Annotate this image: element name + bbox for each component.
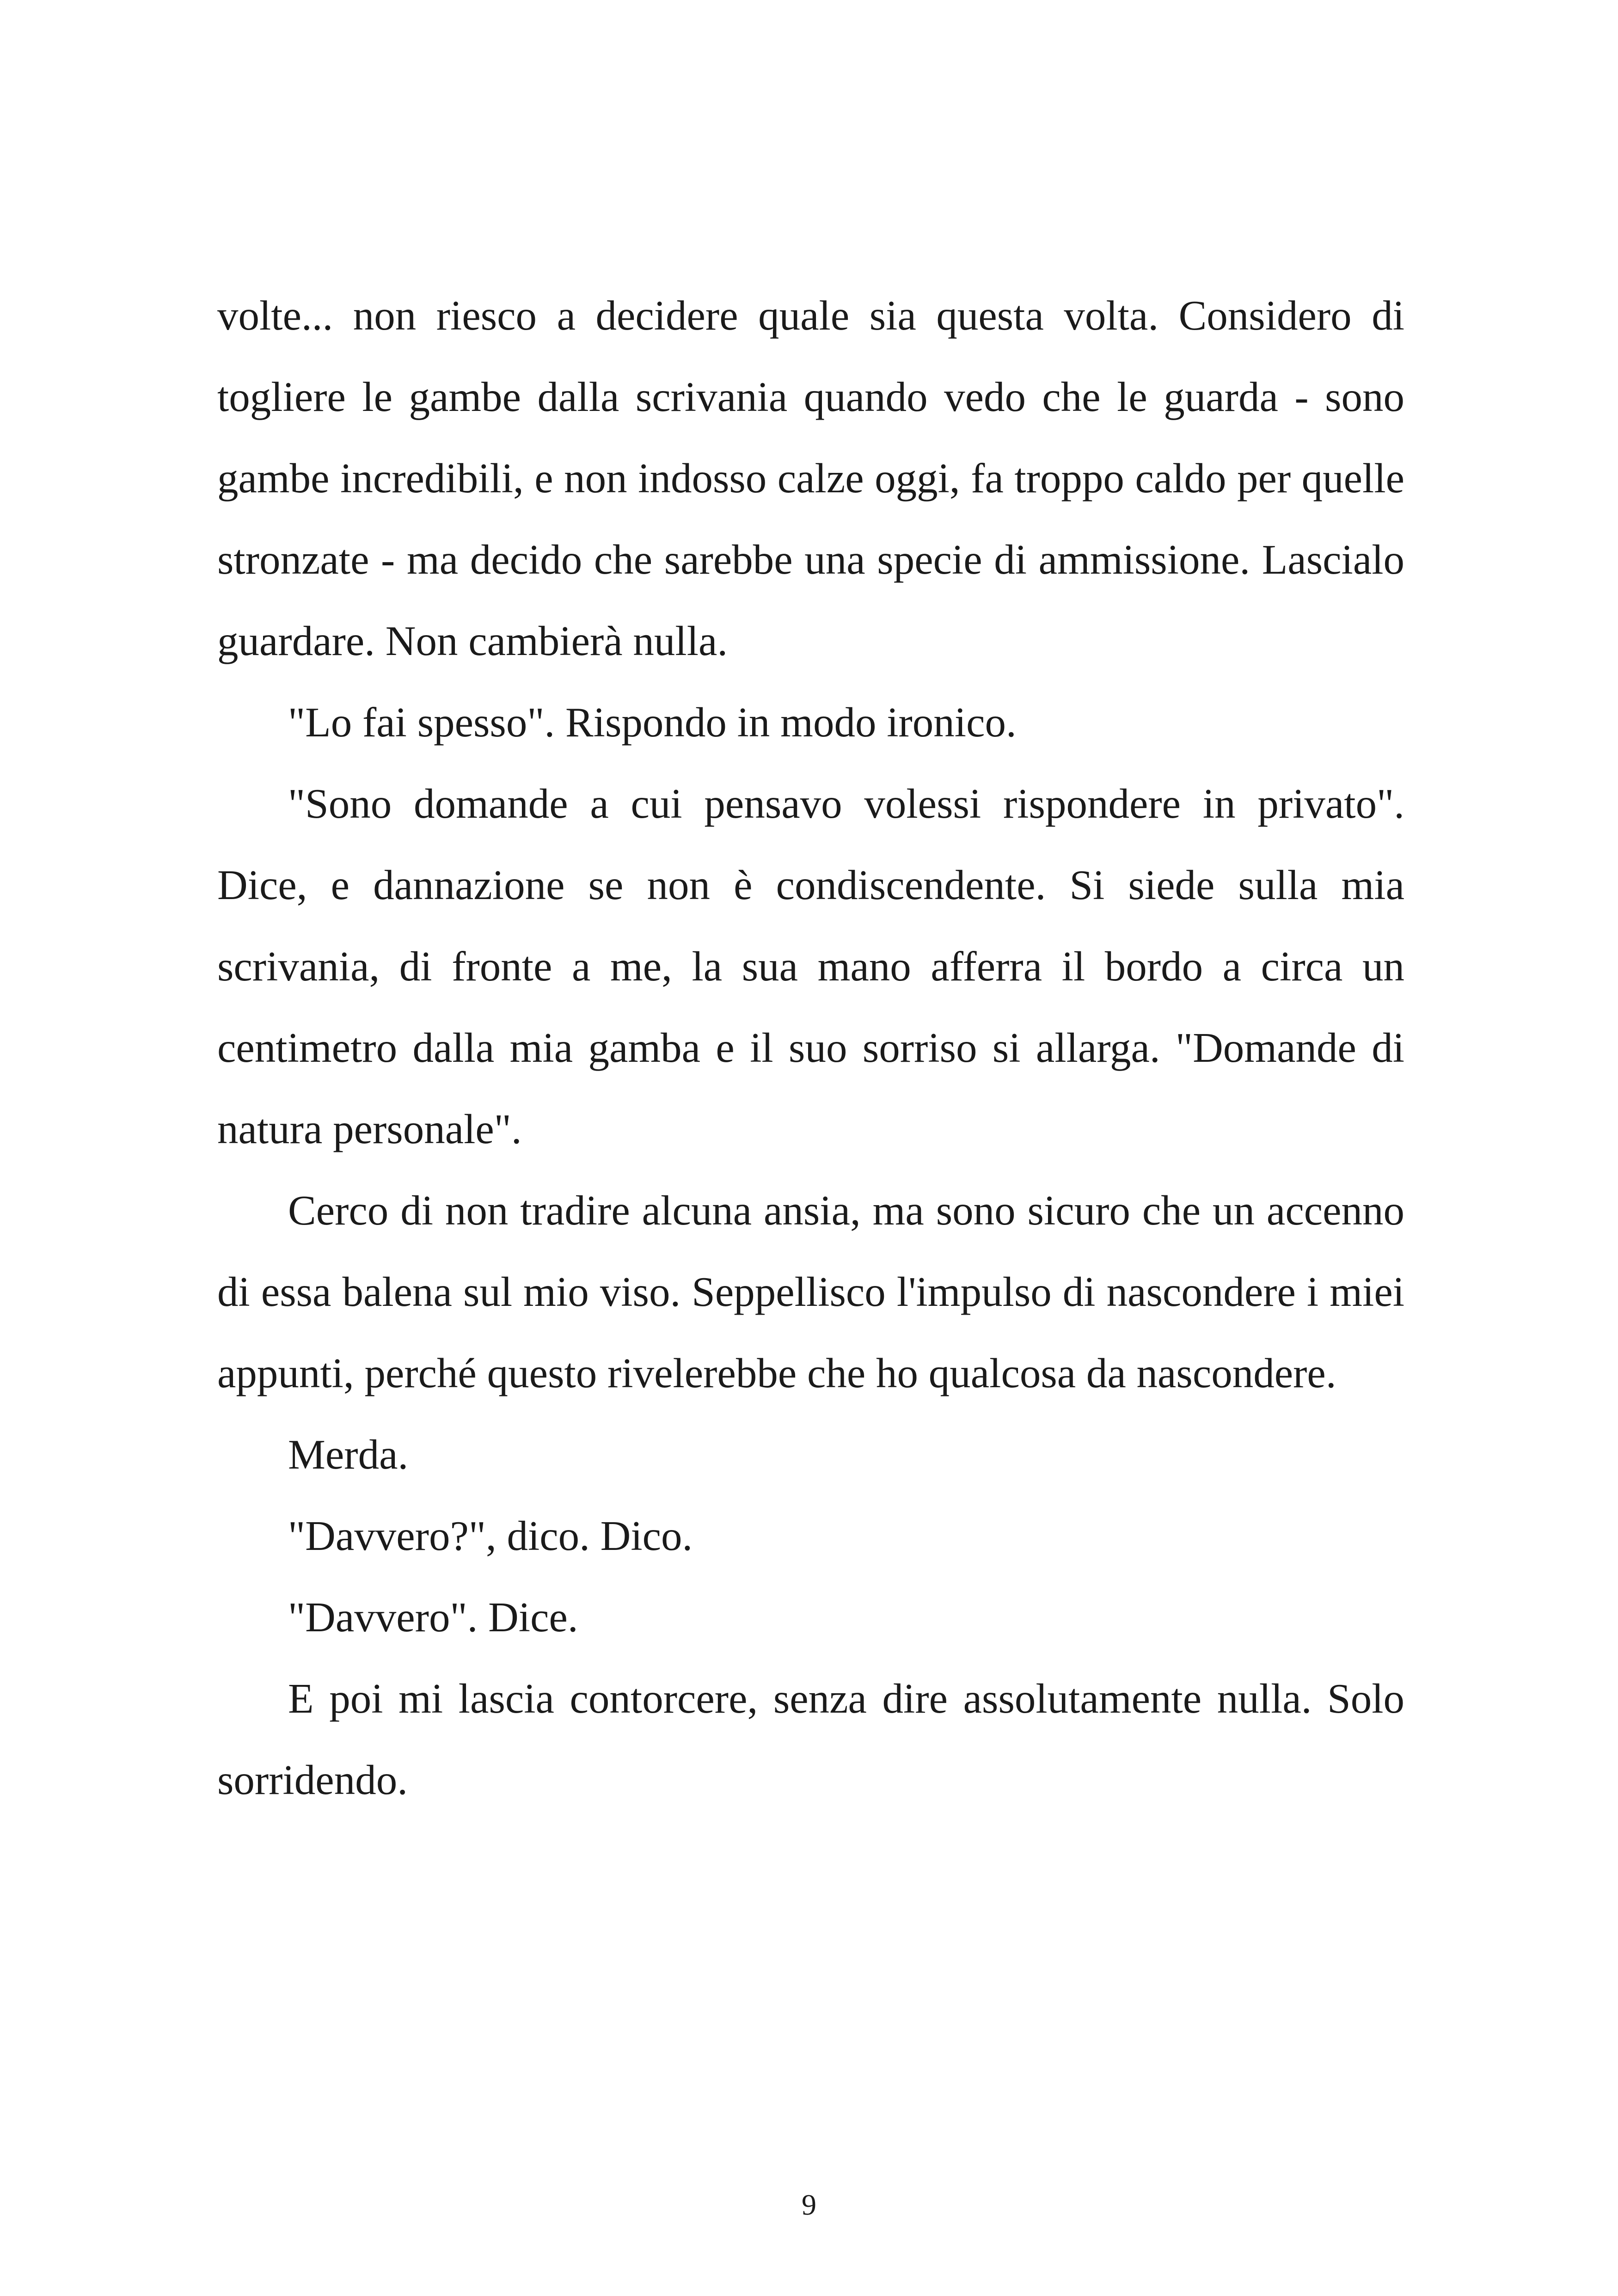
paragraph: "Sono domande a cui pensavo volessi rispondere in privato". Dice, e dannazione se non è condiscendente. Si siede sulla mia scrivania, di fronte a me, la sua mano afferra il bordo a circa un centimetro dalla mia gamba e il suo sorriso si allarga. "Domande di natura personale". — [217, 780, 1404, 1152]
paragraph: E poi mi lascia contorcere, senza dire assolutamente nulla. Solo sorridendo. — [217, 1675, 1404, 1803]
page-number: 9 — [802, 2188, 816, 2221]
body-text — [217, 275, 1404, 1821]
paragraph: Merda. — [288, 1431, 409, 1478]
paragraph-continued: volte... non riesco a decidere quale sia questa volta. Considero di togliere le gambe dalla scrivania quando vedo che le guarda - sono gambe incredibili, e non indosso calze oggi, fa troppo caldo per quelle stronzate - ma decido che sarebbe una specie di ammissione. Lascialo guardare. Non cambierà nulla. — [217, 292, 1404, 664]
paragraph: Cerco di non tradire alcuna ansia, ma sono sicuro che un accenno di essa balena sul mio viso. Seppellisco l'impulso di nascondere i miei appunti, perché questo rivelerebbe che ho qualcosa da nascondere. — [217, 1187, 1404, 1396]
paragraph: "Davvero?", dico. Dico. — [288, 1512, 693, 1559]
paragraph: "Davvero". Dice. — [288, 1594, 578, 1641]
paragraph: "Lo fai spesso". Rispondo in modo ironico. — [288, 699, 1017, 746]
